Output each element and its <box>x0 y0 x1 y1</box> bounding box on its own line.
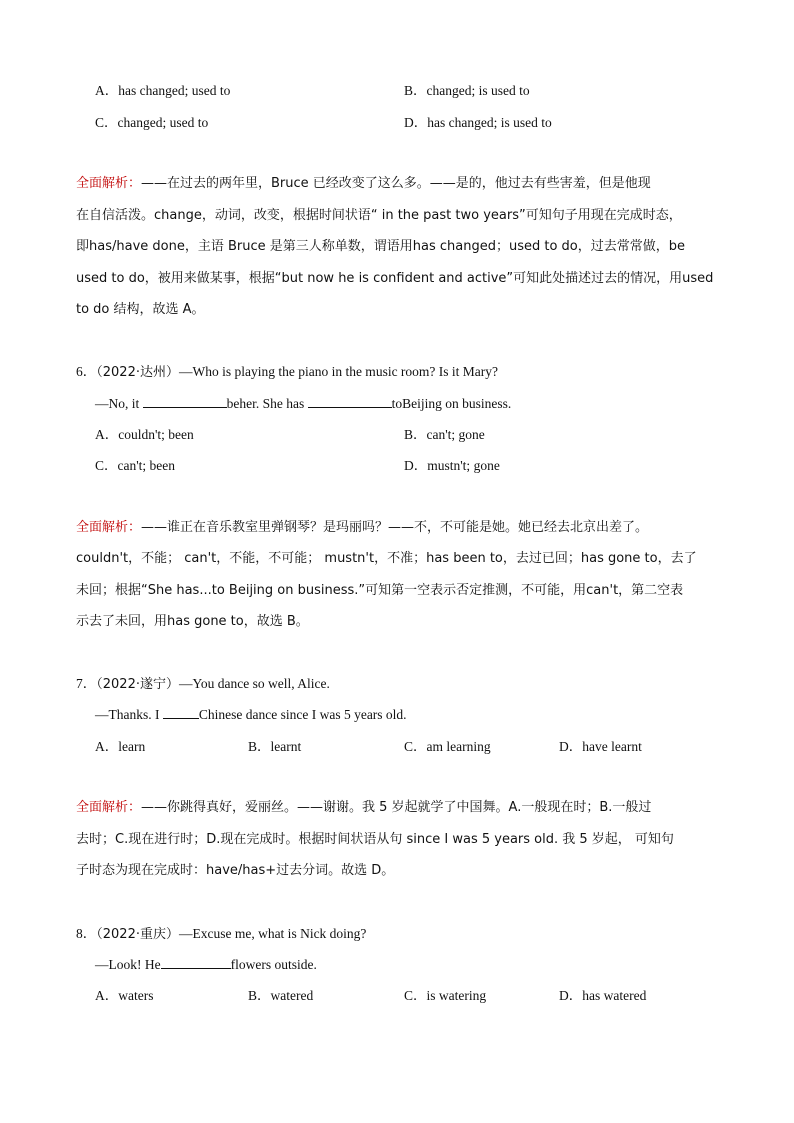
q7-option-d: D．have learnt <box>559 739 642 754</box>
q6-analysis-line-1: 全面解析：——谁正在音乐教室里弹钢琴？是玛丽吗？——不，不可能是她。她已经去北京出差了。 <box>76 520 649 535</box>
q6-option-c: C．can't; been <box>95 458 176 473</box>
q6-option-a: A．couldn't; been <box>95 427 194 442</box>
q6-analysis-line-4: 示去了未回，用has gone to，故选 B。 <box>76 614 309 629</box>
answer-blank <box>163 706 199 719</box>
q5-analysis-line-4: used to do，被用来做某事，根据“but now he is confident and active”可知此处描述过去的情况，用used <box>76 271 714 286</box>
answer-blank <box>161 956 231 969</box>
q7-analysis-line-3: 子时态为现在完成时：have/has+过去分词。故选 D。 <box>76 863 395 878</box>
q6-analysis-line-3: 未回；根据“She has...to Beijing on business.”可知第一空表示否定推测，不可能，用can't，第二空表 <box>76 583 684 598</box>
q7-option-c: C．am learning <box>404 739 491 754</box>
q5-analysis-line-5: to do 结构，故选 A。 <box>76 302 205 317</box>
q8-line-2: —Look! He flowers outside. <box>95 957 317 972</box>
q5-option-a: A．has changed; used to <box>95 83 231 98</box>
q8-stem: 8．（2022·重庆）—Excuse me, what is Nick doing? <box>76 926 367 942</box>
q7-line-2: —Thanks. I Chinese dance since I was 5 years old. <box>95 707 407 722</box>
q8-option-a: A．waters <box>95 988 154 1003</box>
q7-option-b: B．learnt <box>248 739 302 754</box>
analysis-label: 全面解析： <box>76 176 142 191</box>
q5-option-d: D．has changed; is used to <box>404 115 552 130</box>
q5-analysis-line-1: 全面解析：——在过去的两年里，Bruce 已经改变了这么多。——是的，他过去有些害羞，但是他现 <box>76 176 651 191</box>
answer-blank <box>143 395 227 408</box>
q6-option-d: D．mustn't; gone <box>404 458 500 473</box>
q6-stem: 6．（2022·达州）—Who is playing the piano in the music room? Is it Mary? <box>76 364 499 380</box>
answer-blank <box>308 395 392 408</box>
q7-option-a: A．learn <box>95 739 146 754</box>
q5-analysis-line-3: 即has/have done，主语 Bruce 是第三人称单数，谓语用has changed；used to do，过去常常做，be <box>76 239 685 254</box>
q8-option-b: B．watered <box>248 988 314 1003</box>
q6-analysis-line-2: couldn't，不能； can't，不能，不可能； mustn't，不准；has been to，去过已回；has gone to，去了 <box>76 551 697 566</box>
q8-option-c: C．is watering <box>404 988 487 1003</box>
q7-analysis-line-1: 全面解析：——你跳得真好，爱丽丝。——谢谢。我 5 岁起就学了中国舞。A.一般现在时；B.一般过 <box>76 800 652 815</box>
q7-stem: 7．（2022·遂宁）—You dance so well, Alice. <box>76 676 330 692</box>
q7-analysis-line-2: 去时；C.现在进行时；D.现在完成时。根据时间状语从句 since I was 5 years old. 我 5 岁起， 可知句 <box>76 832 674 847</box>
q5-option-c: C．changed; used to <box>95 115 209 130</box>
q6-option-b: B．can't; gone <box>404 427 485 442</box>
q5-analysis-line-2: 在自信活泼。change，动词，改变，根据时间状语“ in the past two years”可知句子用现在完成时态， <box>76 208 682 223</box>
q6-line-2: —No, it beher. She has toBeijing on business. <box>95 396 512 411</box>
q8-option-d: D．has watered <box>559 988 647 1003</box>
q5-option-b: B．changed; is used to <box>404 83 530 98</box>
